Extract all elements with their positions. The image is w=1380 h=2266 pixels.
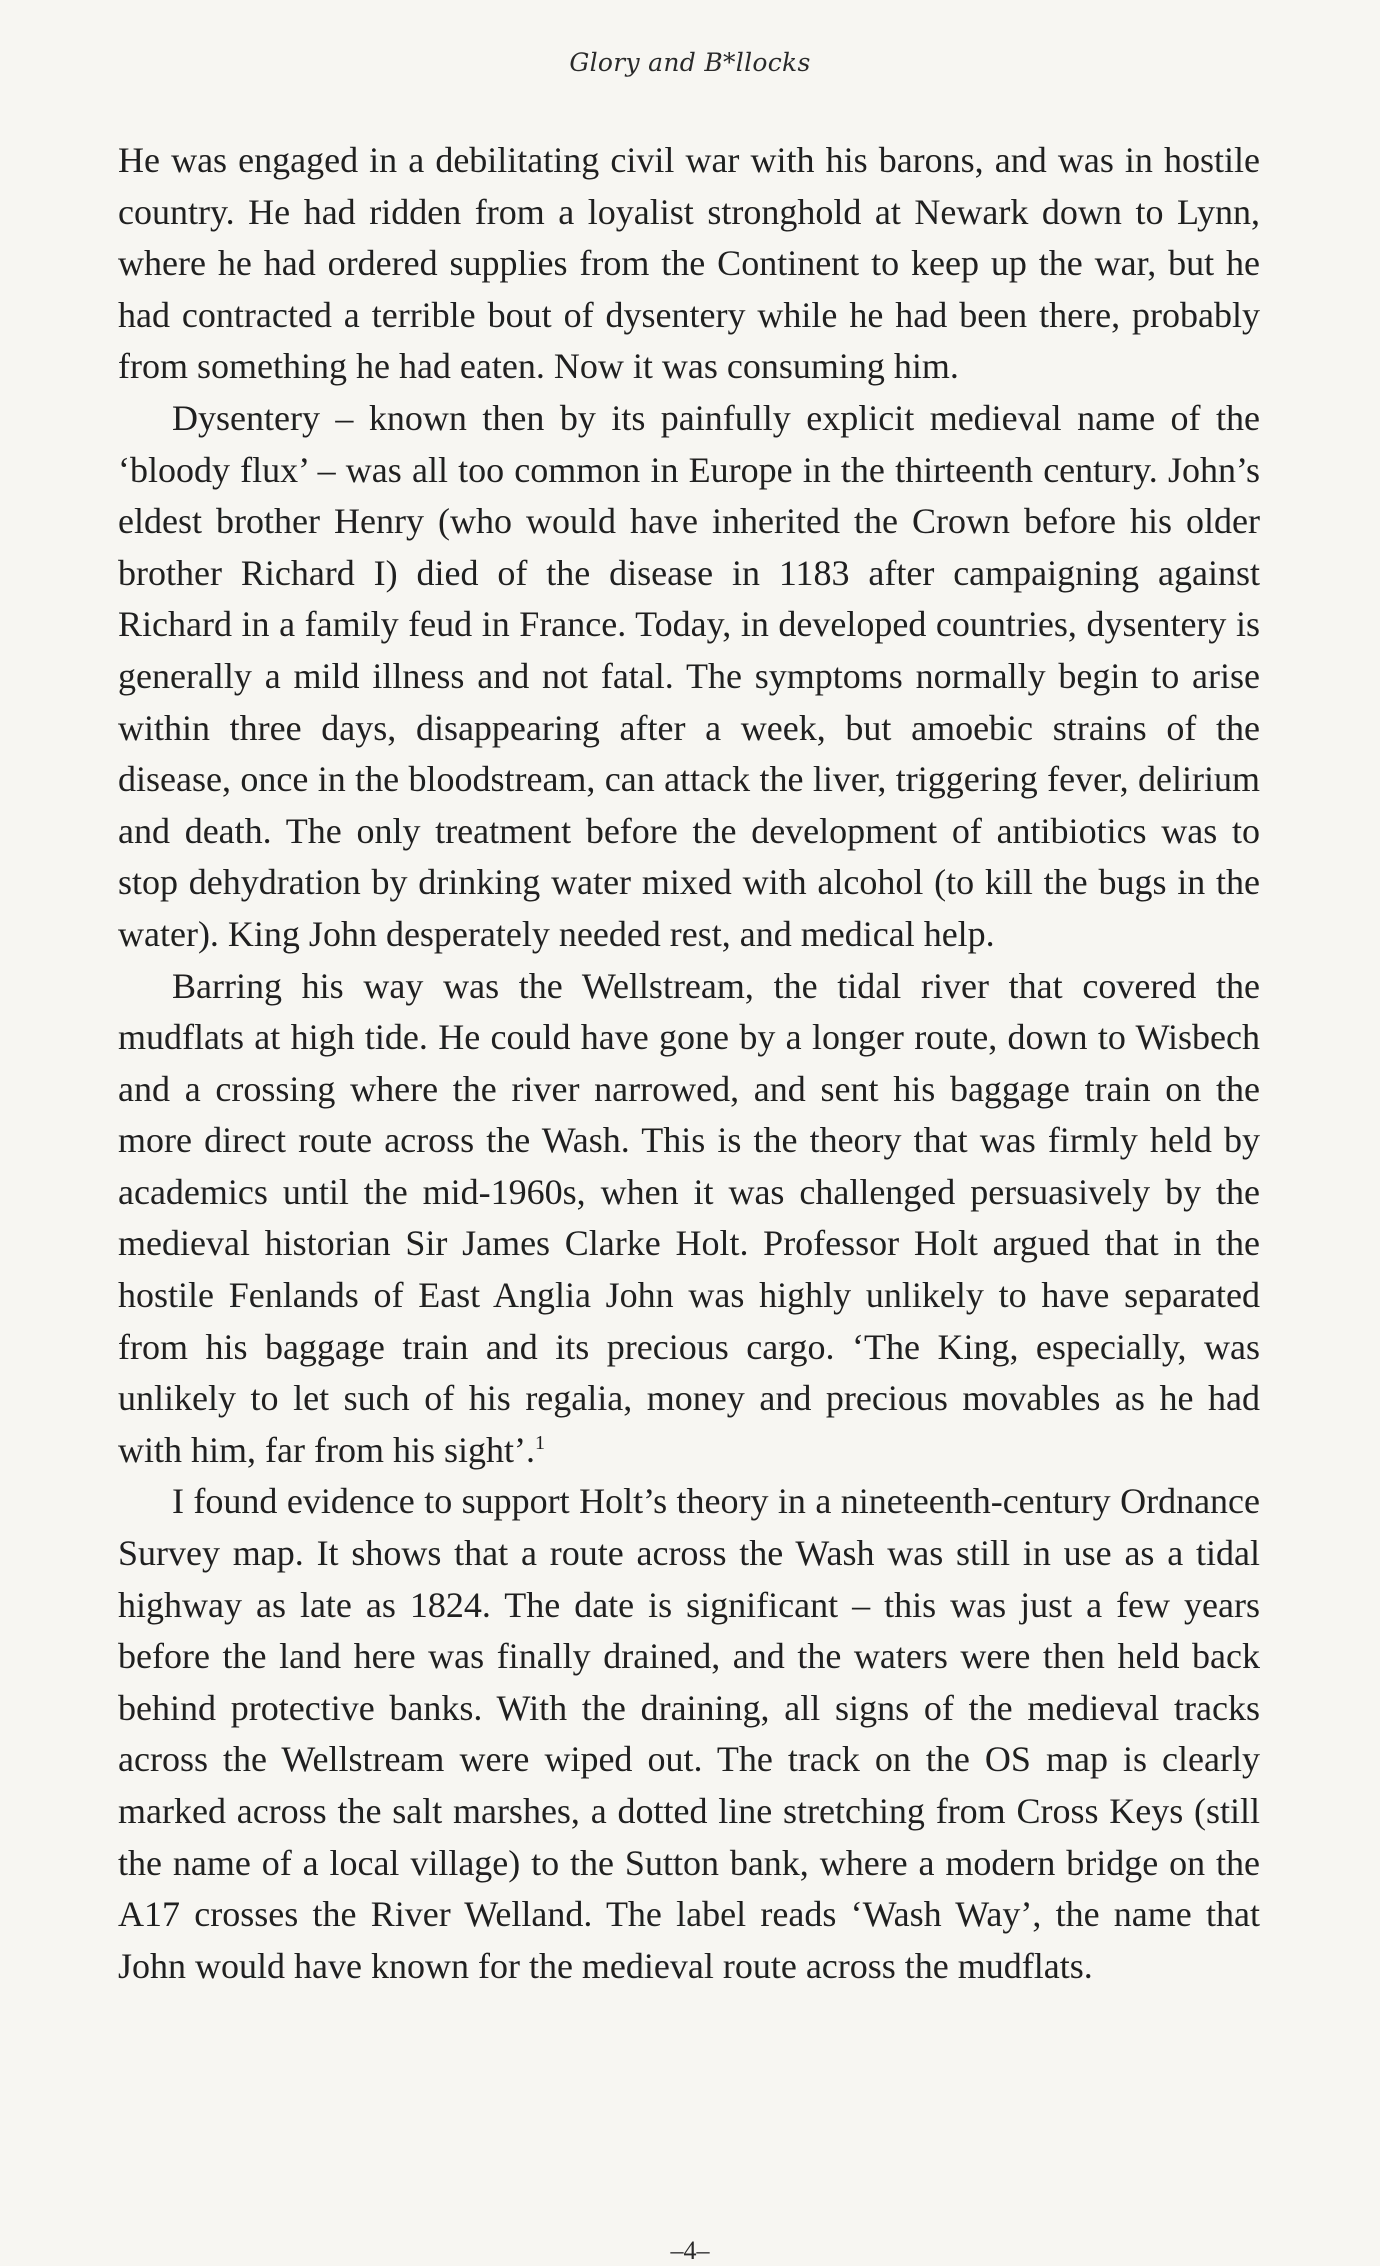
paragraph-1: He was engaged in a debilitating civil war with his barons, and was in hostile country. He had ridden from a loyalist stronghold at Newark down to Lynn, where he had ordered supplies from the Continent to keep up the war, but he had contracted a terrible bout of dysentery while he had been there, probably from something he had eaten. Now it was consuming him. (118, 140, 1260, 387)
page-number: –4– (670, 2236, 710, 2265)
paragraph-4: I found evidence to support Holt’s theory in a nineteenth-century Ordnance Survey map. It shows that a route across the Wash was still in use as a tidal highway as late as 1824. The date is significant – this was just a few years before the land here was finally drained, and the waters were then held back behind protective banks. With the draining, all signs of the medieval tracks across the Wellstream were wiped out. The track on the OS map is clearly marked across the salt marshes, a dotted line stretching from Cross Keys (still the name of a local village) to the Sutton bank, where a modern bridge on the A17 crosses the River Welland. The label reads ‘Wash Way’, the name that John would have known for the medieval route across the mudflats. (118, 1481, 1260, 1986)
paragraph-2: Dysentery – known then by its painfully explicit medieval name of the ‘bloody flux’ – was all too common in Europe in the thirteenth century. John’s eldest brother Henry (who would have inherited the Crown before his older brother Richard I) died of the disease in 1183 after campaigning against Richard in a family feud in France. Today, in developed countries, dysentery is generally a mild illness and not fatal. The symptoms normally begin to arise within three days, disappearing after a week, but amoebic strains of the disease, once in the bloodstream, can attack the liver, triggering fever, delirium and death. The only treatment before the development of antibiotics was to stop dehydration by drinking water mixed with alcohol (to kill the bugs in the water). King John desperately needed rest, and medical help. (118, 397, 1260, 954)
body-text (118, 135, 1260, 1992)
running-head: Glory and B*llocks (569, 48, 811, 77)
footnote-marker: 1 (534, 1431, 545, 1454)
paragraph-3-text: Barring his way was the Wellstream, the tidal river that covered the mudflats at high tide. He could have gone by a longer route, down to Wisbech and a crossing where the river narrowed, and sent his baggage train on the more direct route across the Wash. This is the theory that was firmly held by academics until the mid-1960s, when it was challenged persuasively by the medieval historian Sir James Clarke Holt. Professor Holt argued that in the hostile Fenlands of East Anglia John was highly unlikely to have separated from his baggage train and its precious cargo. ‘The King, especially, was unlikely to let such of his regalia, money and precious movables as he had with him, far from his sight’. (118, 965, 1260, 1470)
paragraph-3 (118, 961, 1260, 1477)
